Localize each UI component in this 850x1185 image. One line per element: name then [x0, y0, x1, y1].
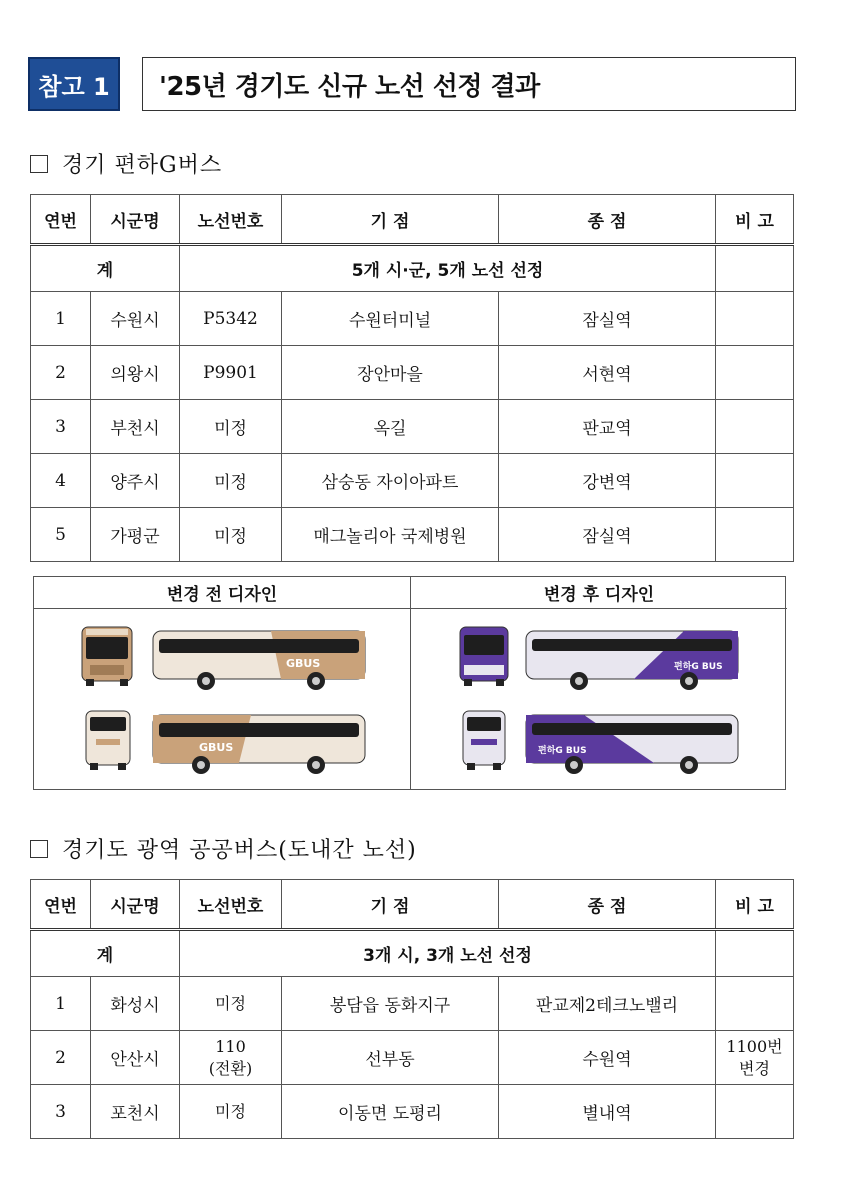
bus-side-after-alt-icon	[524, 709, 744, 775]
table-row	[31, 508, 794, 562]
cell-start: 이동면 도평리	[282, 1085, 499, 1139]
summary-row	[31, 245, 794, 292]
bus-side-before-icon	[151, 625, 371, 691]
summary-note	[716, 245, 794, 292]
cell-end: 서현역	[499, 346, 716, 400]
route-line1: 미정	[215, 1101, 246, 1121]
bus-front-before-icon	[80, 625, 134, 687]
table-row	[31, 1031, 794, 1085]
header-start: 기 점	[282, 880, 499, 930]
cell-start: 장안마을	[282, 346, 499, 400]
cell-city: 부천시	[91, 400, 180, 454]
after-design-column	[411, 577, 787, 789]
table-row	[31, 977, 794, 1031]
after-logo-top: 편하G BUS	[674, 662, 723, 672]
cell-note	[716, 508, 794, 562]
section2-title	[30, 833, 417, 864]
cell-start: 옥길	[282, 400, 499, 454]
header-note: 비 고	[716, 195, 794, 245]
summary-text: 3개 시, 3개 노선 선정	[180, 930, 716, 977]
header-no: 연번	[31, 195, 91, 245]
cell-note	[716, 977, 794, 1031]
cell-end: 판교역	[499, 400, 716, 454]
cell-no: 4	[31, 454, 91, 508]
header-end: 종 점	[499, 195, 716, 245]
checkbox-bullet-icon	[30, 840, 48, 858]
cell-city: 가평군	[91, 508, 180, 562]
document-header	[28, 57, 796, 111]
cell-end: 판교제2테크노밸리	[499, 977, 716, 1031]
cell-no: 2	[31, 346, 91, 400]
document-title: '25년 경기도 신규 노선 선정 결과	[142, 57, 796, 111]
cell-route: P5342	[180, 292, 282, 346]
cell-no: 1	[31, 977, 91, 1031]
bus-side-after-icon	[524, 625, 744, 691]
note-line1: 1100번	[726, 1036, 783, 1056]
before-design-label: 변경 전 디자인	[34, 577, 410, 609]
cell-city: 화성시	[91, 977, 180, 1031]
cell-start: 삼숭동 자이아파트	[282, 454, 499, 508]
cell-start: 선부동	[282, 1031, 499, 1085]
summary-row	[31, 930, 794, 977]
header-start: 기 점	[282, 195, 499, 245]
header-note: 비 고	[716, 880, 794, 930]
header-end: 종 점	[499, 880, 716, 930]
cell-end: 잠실역	[499, 508, 716, 562]
cell-route	[180, 977, 282, 1031]
header-route: 노선번호	[180, 195, 282, 245]
section1-title	[30, 148, 222, 179]
section1-title-text: 경기 편하G버스	[62, 153, 223, 178]
cell-no: 5	[31, 508, 91, 562]
cell-no: 1	[31, 292, 91, 346]
cell-note	[716, 1031, 794, 1085]
cell-note	[716, 292, 794, 346]
cell-no: 3	[31, 1085, 91, 1139]
cell-city: 양주시	[91, 454, 180, 508]
table-row	[31, 346, 794, 400]
section2-title-text: 경기도 광역 공공버스(도내간 노선)	[62, 838, 417, 863]
cell-no: 3	[31, 400, 91, 454]
cell-city: 의왕시	[91, 346, 180, 400]
table-header-row	[31, 195, 794, 245]
cell-note	[716, 1085, 794, 1139]
summary-note	[716, 930, 794, 977]
cell-route: P9901	[180, 346, 282, 400]
summary-label: 계	[31, 245, 180, 292]
cell-start: 봉담읍 동화지구	[282, 977, 499, 1031]
bus-rear-before-icon	[84, 709, 132, 771]
cell-start: 매그놀리아 국제병원	[282, 508, 499, 562]
cell-end: 수원역	[499, 1031, 716, 1085]
cell-end: 강변역	[499, 454, 716, 508]
header-no: 연번	[31, 880, 91, 930]
header-route: 노선번호	[180, 880, 282, 930]
before-logo-bottom: GBUS	[199, 741, 234, 754]
cell-route: 미정	[180, 454, 282, 508]
cell-route: 미정	[180, 400, 282, 454]
cell-route	[180, 1031, 282, 1085]
cell-route	[180, 1085, 282, 1139]
route-line2: (전환)	[208, 1058, 253, 1078]
bus-rear-after-icon	[461, 709, 507, 771]
cell-note	[716, 400, 794, 454]
route-line1: 미정	[215, 993, 246, 1013]
header-city: 시군명	[91, 880, 180, 930]
bus-side-before-alt-icon	[151, 709, 371, 775]
summary-label: 계	[31, 930, 180, 977]
after-design-label: 변경 후 디자인	[411, 577, 787, 609]
before-logo-top: GBUS	[286, 657, 321, 670]
section2-table	[30, 879, 794, 1139]
before-design-column	[34, 577, 410, 789]
header-city: 시군명	[91, 195, 180, 245]
cell-city: 수원시	[91, 292, 180, 346]
cell-note	[716, 454, 794, 508]
cell-no: 2	[31, 1031, 91, 1085]
reference-badge: 참고 1	[28, 57, 120, 111]
cell-city: 포천시	[91, 1085, 180, 1139]
route-line1: 110	[215, 1036, 246, 1056]
cell-city: 안산시	[91, 1031, 180, 1085]
table-row	[31, 1085, 794, 1139]
checkbox-bullet-icon	[30, 155, 48, 173]
cell-end: 잠실역	[499, 292, 716, 346]
table-row	[31, 454, 794, 508]
table-header-row	[31, 880, 794, 930]
cell-end: 별내역	[499, 1085, 716, 1139]
section1-table	[30, 194, 794, 562]
after-logo-bottom: 편하G BUS	[538, 746, 587, 756]
cell-start: 수원터미널	[282, 292, 499, 346]
summary-text: 5개 시·군, 5개 노선 선정	[180, 245, 716, 292]
table-row	[31, 400, 794, 454]
bus-design-comparison	[33, 576, 786, 790]
cell-note	[716, 346, 794, 400]
note-line2: 변경	[739, 1058, 770, 1078]
cell-route: 미정	[180, 508, 282, 562]
bus-front-after-icon	[458, 625, 510, 687]
table-row	[31, 292, 794, 346]
